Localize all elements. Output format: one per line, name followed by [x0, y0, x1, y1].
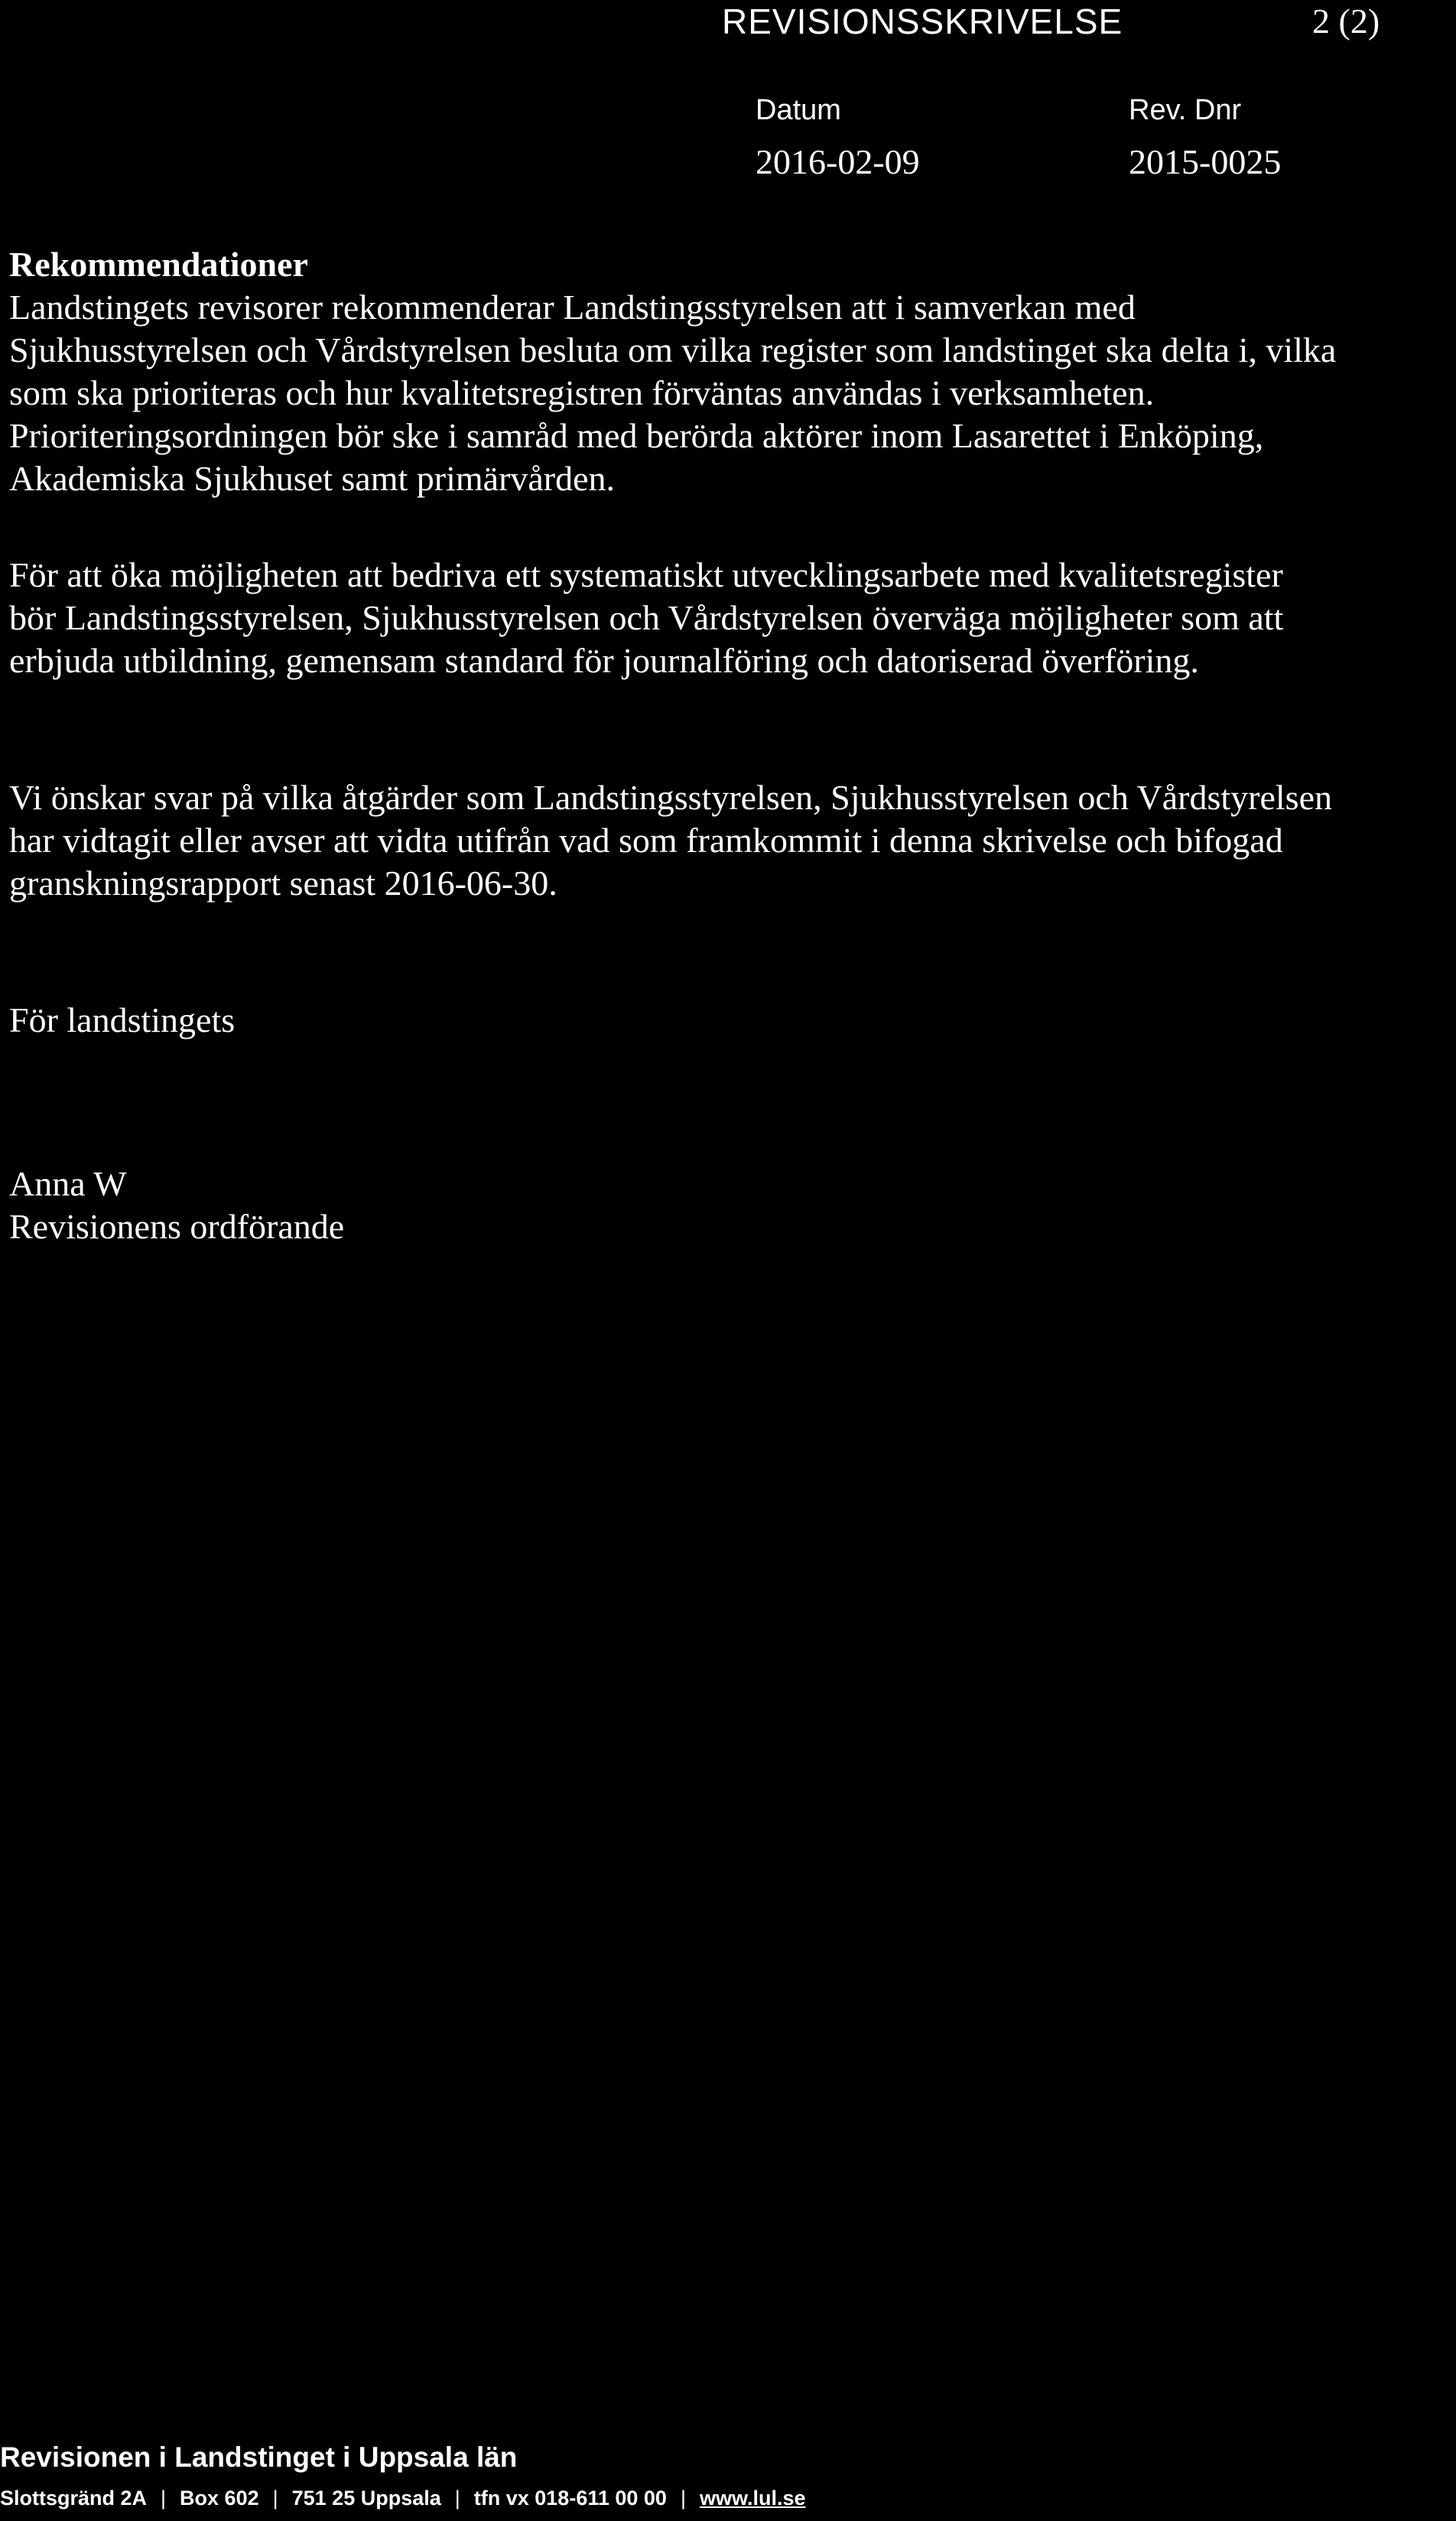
paragraph-line: har vidtagit eller avser att vidta utifrån vad som framkommit i denna skrivelse och bifogad [9, 821, 1283, 860]
footer-address: Slottsgränd 2A [0, 2487, 148, 2510]
signer-title: Revisionens ordförande [9, 1207, 345, 1246]
paragraph-line: För att öka möjligheten att bedriva ett systematiskt utvecklingsarbete med kvalitetsregister [9, 555, 1283, 594]
separator: | [161, 2487, 167, 2510]
separator: | [680, 2487, 686, 2510]
footer-contact-line [0, 2485, 806, 2511]
footer-phone: tfn vx 018-611 00 00 [473, 2487, 667, 2510]
footer-organization: Revisionen i Landstinget i Uppsala län [0, 2441, 518, 2473]
recommendations-line: Akademiska Sjukhuset samt primärvården. [9, 459, 616, 498]
footer-website-link[interactable]: www.lul.se [699, 2487, 806, 2510]
date-label: Datum [756, 94, 841, 126]
footer-postal: 751 25 Uppsala [291, 2487, 441, 2510]
recommendations-section [9, 243, 1336, 500]
closing-greeting: För landstingets [9, 1000, 236, 1039]
paragraph-line: erbjuda utbildning, gemensam standard för journalföring och datoriserad överföring. [9, 641, 1199, 680]
paragraph-line: bör Landstingsstyrelsen, Sjukhusstyrelsen och Vårdstyrelsen överväga möjligheter som att [9, 598, 1284, 637]
dnr-value: 2015-0025 [1129, 142, 1282, 181]
signature-block [9, 1163, 344, 1248]
dnr-label: Rev. Dnr [1129, 94, 1242, 126]
improvement-paragraph [9, 554, 1283, 682]
separator: | [454, 2487, 460, 2510]
page-number: 2 (2) [1312, 2, 1380, 41]
footer-box: Box 602 [180, 2487, 259, 2510]
date-value: 2016-02-09 [756, 142, 920, 181]
document-type: REVISIONSSKRIVELSE [722, 2, 1123, 41]
recommendations-line: som ska prioriteras och hur kvalitetsregistren förväntas användas i verksamheten. [9, 373, 1155, 412]
recommendations-heading: Rekommendationer [9, 245, 308, 284]
paragraph-line: Vi önskar svar på vilka åtgärder som Landstingsstyrelsen, Sjukhusstyrelsen och Vårdstyrelsen [9, 778, 1332, 817]
separator: | [272, 2487, 278, 2510]
paragraph-line: granskningsrapport senast 2016-06-30. [9, 864, 557, 903]
recommendations-line: Sjukhusstyrelsen och Vårdstyrelsen besluta om vilka register som landstinget ska delta i, vilka [9, 330, 1337, 369]
signer-name: Anna W [9, 1164, 127, 1203]
recommendations-line: Landstingets revisorer rekommenderar Landstingsstyrelsen att i samverkan med [9, 288, 1136, 327]
recommendations-line: Prioriteringsordningen bör ske i samråd med berörda aktörer inom Lasarettet i Enköping, [9, 416, 1264, 455]
response-request-paragraph [9, 776, 1332, 905]
